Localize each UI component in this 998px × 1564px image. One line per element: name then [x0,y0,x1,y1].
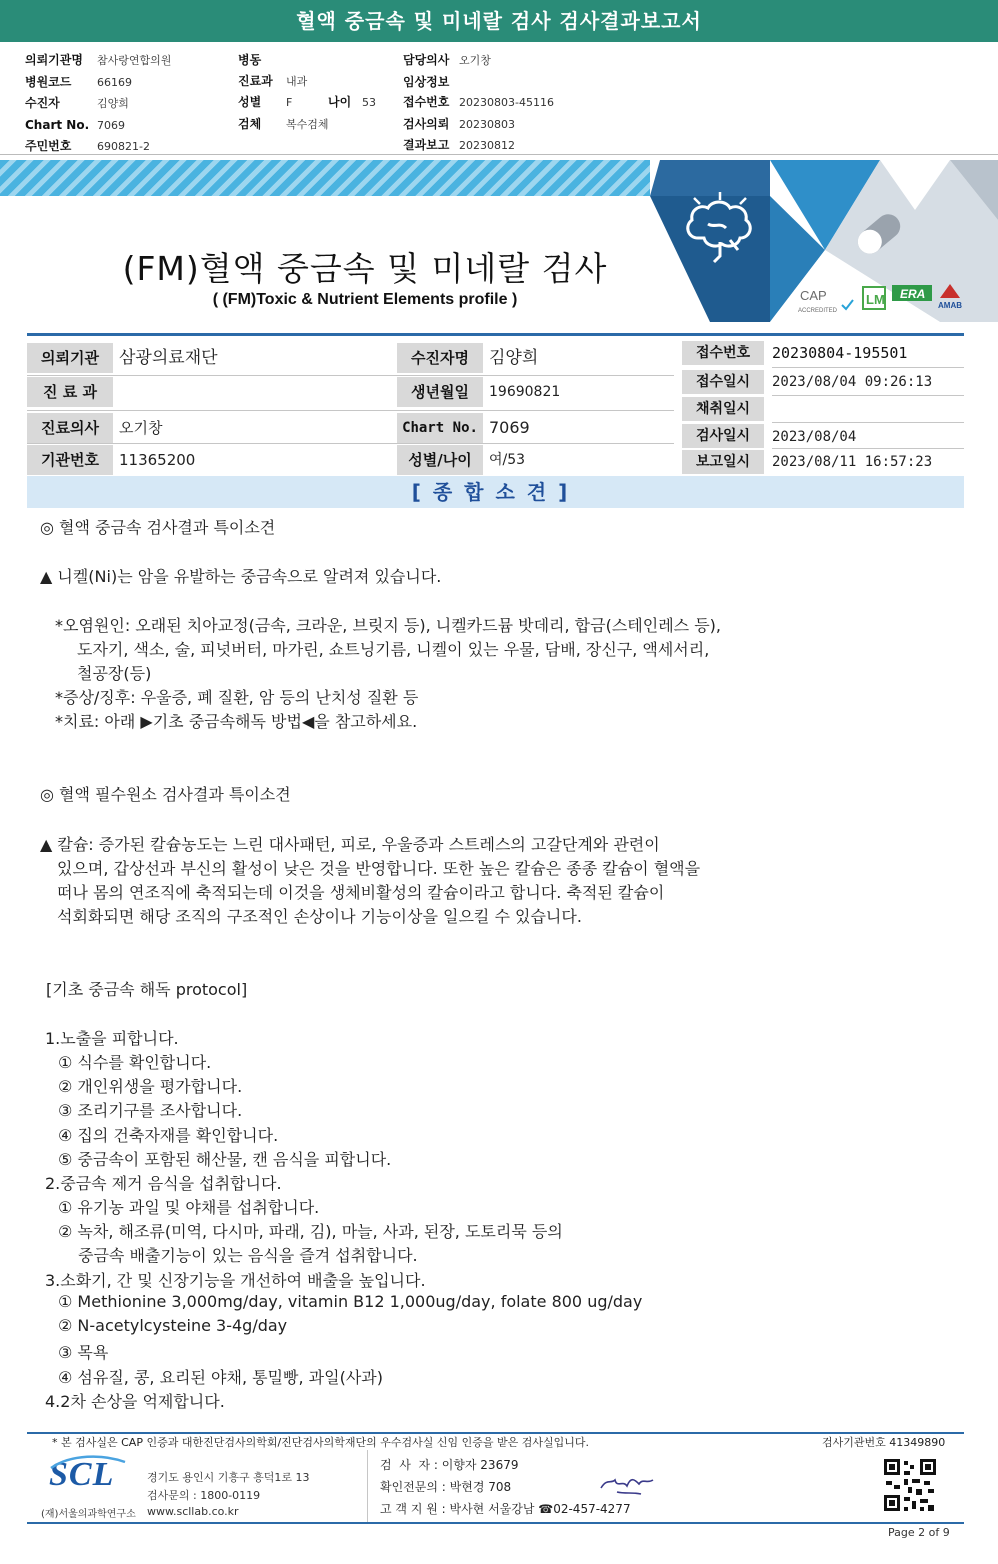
lab-footer [27,1450,964,1522]
main-title: (FM)혈액 중금속 및 미네랄 검사 [122,249,608,288]
header-column-1 [25,50,171,158]
row-divider [27,410,674,411]
protocol-item: ② 녹차, 해조류(미역, 다시마, 파래, 김), 마늘, 사과, 된장, 도토리묵 등의 [58,1222,563,1241]
header-label: 검체 [238,116,262,131]
patient-info-table [27,333,964,478]
protocol-item: ① 유기농 과일 및 야채를 섭취합니다. [58,1198,320,1217]
lab-website[interactable]: www.scllab.co.kr [147,1505,239,1518]
row-divider [772,395,964,396]
protocol-item: ① 식수를 확인합니다. [58,1053,212,1072]
protocol-item: ④ 집의 건축자재를 확인합니다. [58,1126,279,1145]
protocol-item: 중금속 배출기능이 있는 음식을 즐겨 섭취합니다. [78,1246,418,1265]
page-number: Page 2 of 9 [888,1526,950,1539]
header-label: 성별 [238,95,262,109]
protocol-item: ② N-acetylcysteine 3-4g/day [58,1316,288,1335]
age-value: 53 [362,96,376,109]
protocol-step: 3.소화기, 간 및 신장기능을 개선하여 배출을 높입니다. [45,1271,426,1290]
info-label: 검사일시 [682,424,764,448]
row-divider [772,367,964,368]
header-value: 김양희 [97,97,129,110]
header-value: 복수검체 [286,117,329,131]
footer-column-divider [367,1450,368,1522]
header-value: 오기창 [459,54,491,67]
info-label: 채취일시 [682,397,764,421]
info-label: 수진자명 [397,343,483,373]
info-label: 성별/나이 [397,445,483,475]
row-divider [772,448,964,449]
info-label: 보고일시 [682,450,764,474]
support-info: 고 객 지 원 : 박사현 서울강남 ☎02-457-4277 [380,1502,631,1516]
info-label: 의뢰기관 [27,343,113,373]
protocol-item: ③ 목욕 [58,1343,109,1362]
header-value: 참사랑연합의원 [97,54,172,67]
info-value: 2023/08/04 09:26:13 [772,374,933,390]
header-label: Chart No. [25,117,90,132]
protocol-item: ⑤ 중금속이 포함된 해산물, 캔 음식을 피합니다. [58,1150,392,1169]
finding-line: ▲ 칼슘: 증가된 칼슘농도는 느린 대사패턴, 피로, 우울증과 스트레스의 고갈단계와 관련이 [40,835,660,854]
footer-divider-bottom [27,1522,964,1524]
finding-line: ▲ 니켈(Ni)는 암을 유발하는 중금속으로 알려져 있습니다. [40,567,442,586]
cap-logo: CAP [800,288,827,303]
header-value: 20230803 [459,117,515,131]
header-label: 병원코드 [25,74,72,89]
accreditation-note: * 본 검사실은 CAP 인증과 대한진단검사의학회/진단검사의학재단의 우수검사실 신임 인증을 받은 검사실입니다. [52,1436,590,1449]
header-label: 담당의사 [403,53,450,67]
tester-info: 검 사 자 : 이향자 23679 [380,1458,519,1472]
row-divider [27,443,674,444]
header-label: 진료과 [238,73,273,88]
detail-line: 철공장(등) [77,664,152,683]
header-column-3 [403,50,554,157]
header-label: 의뢰기관명 [25,53,83,67]
detail-line: *치료: 아래 ▶기초 중금속해독 방법◀을 참고하세요. [55,712,418,731]
cap-accredited-text: ACCREDITED [798,308,838,314]
header-label: 주민번호 [25,139,72,153]
amab-logo-text: AMAB [938,301,962,310]
header-label: 병동 [238,53,262,67]
lab-inquiry: 검사문의 : 1800-0119 [147,1489,261,1502]
info-value: 19690821 [489,377,674,407]
lm-logo-text: LM [866,292,885,307]
protocol-item: ② 개인위생을 평가합니다. [58,1077,243,1096]
detail-line: 도자기, 색소, 술, 피넛버터, 마가린, 쇼트닝기름, 니켈이 있는 우물, 담배, 장신구, 액세서리, [77,640,710,659]
info-value: 삼광의료재단 [119,343,389,373]
header-value: 20230803-45116 [459,96,554,109]
detail-line: *증상/징후: 우울증, 폐 질환, 암 등의 난치성 질환 등 [55,688,419,707]
info-value [772,397,962,421]
header-label: 접수번호 [403,95,450,109]
protocol-step: 4.2차 손상을 억제합니다. [45,1392,225,1411]
info-label: 생년월일 [397,377,483,407]
header-value: 내과 [286,74,308,88]
detail-line: *오염원인: 오래된 치아교정(금속, 크라운, 브릿지 등), 니켈카드뮴 밧데리, 합금(스테인레스 등), [55,616,721,635]
section-heading: ◎ 혈액 필수원소 검사결과 특이소견 [40,785,291,804]
report-header [0,42,998,155]
info-value [119,377,389,407]
info-value: 김양희 [489,343,674,373]
lab-org-number: 검사기관번호 41349890 [822,1436,946,1449]
protocol-step: 2.중금속 제거 음식을 섭취합니다. [45,1174,282,1193]
row-divider [772,422,964,423]
info-label: 접수번호 [682,341,764,365]
header-value: F [286,96,293,109]
protocol-step: 1.노출을 피합니다. [45,1029,179,1048]
row-divider [27,375,674,376]
info-label: 기관번호 [27,445,113,475]
qr-code-icon [882,1457,938,1513]
section-heading: ◎ 혈액 중금속 검사결과 특이소견 [40,518,276,537]
detail-line: 석회화되면 해당 조직의 구조적인 손상이나 기능이상을 일으킬 수 있습니다. [57,907,582,926]
header-column-2 [238,50,376,135]
header-label: 임상정보 [403,74,450,89]
protocol-heading: [기초 중금속 해독 protocol] [46,980,248,999]
header-label: 결과보고 [403,138,450,152]
lab-name: (재)서울의과학연구소 [41,1509,136,1520]
scl-logo: SCL [49,1456,115,1493]
report-title: 혈액 중금속 및 미네랄 검사 검사결과보고서 [296,9,702,33]
header-value: 690821-2 [97,140,150,153]
lab-address: 경기도 용인시 기흥구 흥덕1로 13 [147,1471,310,1484]
info-value: 2023/08/04 [772,429,857,445]
info-value: 여/53 [489,445,674,475]
header-value: 20230812 [459,139,515,152]
detail-line: 있으며, 갑상선과 부신의 활성이 낮은 것을 반영합니다. 또한 높은 칼슘은 종종 칼슘이 혈액을 [57,859,701,878]
specialist-info: 확인전문의 : 박현경 708 [380,1480,512,1494]
header-label: 수진자 [25,96,60,110]
info-value: 11365200 [119,445,389,475]
era-logo-text: ERA [900,287,926,301]
summary-header: [종합소견] [27,476,964,508]
scl-logo-swoosh-icon [47,1452,127,1472]
header-label: 검사의뢰 [403,116,450,131]
protocol-item: ④ 섬유질, 콩, 요리된 야채, 통밀빵, 과일(사과) [58,1368,383,1387]
info-label: Chart No. [397,413,483,443]
header-value: 66169 [97,75,132,89]
info-value: 2023/08/11 16:57:23 [772,454,933,470]
info-label: 진료의사 [27,413,113,443]
detail-line: 떠나 몸의 연조직에 축적되는데 이것을 생체비활성의 칼슘이라고 합니다. 축적된 칼슘이 [57,883,665,902]
signature [597,1470,657,1498]
report-title-bar [0,0,998,42]
info-label: 접수일시 [682,370,764,394]
age-label: 나이 [328,95,352,109]
protocol-item: ③ 조리기구를 조사합니다. [58,1101,243,1120]
info-value: 오기창 [119,413,389,443]
sub-title: ( (FM)Toxic & Nutrient Elements profile ) [212,291,518,308]
protocol-item: ① Methionine 3,000mg/day, vitamin B12 1,000ug/day, folate 800 ug/day [58,1292,643,1311]
info-value: 20230804-195501 [772,344,908,362]
info-value: 7069 [489,413,674,443]
header-value: 7069 [97,118,125,132]
info-label: 진 료 과 [27,377,113,407]
